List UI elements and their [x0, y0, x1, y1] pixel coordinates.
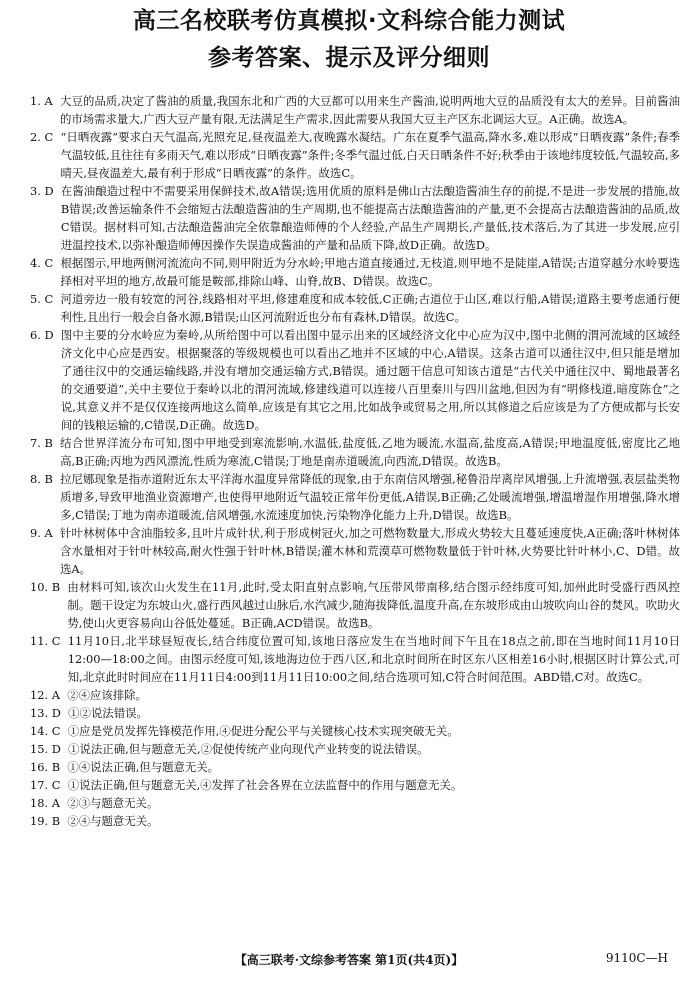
- answer-explanation: “日晒夜露”要求白天气温高,光照充足,昼夜温差大,夜晚露水凝结。广东在夏季气温高,降水多,难以形成“日晒夜露”条件;春季气温较低,且往往有多雨天气,难以形成“日晒夜露”条件;冬季气温过低,白天日晒条件不好;秋季由于该地纬度较低,气温较高,多晴天,昼夜温差大,最有利于形成“日晒夜露”的条件。故选C。: [60, 130, 680, 180]
- answer-explanation: 由材料可知,该次山火发生在11月,此时,受太阳直射点影响,气压带风带南移,结合图示经纬度可知,加州此时受盛行西风控制。题干设定为东坡山火,盛行西风越过山脉后,水汽减少,随海拔降低,温度升高,在东坡形成由山坡吹向山谷的焚风。吹助火势,使山火更容易向山谷低处蔓延。B正确,ACD错误。故选B。: [67, 580, 680, 630]
- answer-explanation: ①应是党员发挥先锋模范作用,④促进分配公平与关键核心技术实现突破无关。: [67, 724, 459, 738]
- answer-explanation: 图中主要的分水岭应为秦岭,从所给图中可以看出图中显示出来的区域经济文化中心应为汉中,图中北侧的渭河流域的区域经济文化中心应是西安。根据聚落的等级规模也可以看出乙地并不区域的中心,A错误。这条古道可以通往汉中,但只能是增加了通往汉中的交通运输线路,并没有增加交通运输方式,B错误。通过题干信息可知该古道是“古代关中通往汉中、蜀地最著名的交通要道”,关中主要位于秦岭以北的渭河流域,修建线道可以连接八百里秦川与四川盆地,但因为有“明修栈道,暗度陈仓”之说,其意义并不是仅仅连接两地这么简单,应该是有其它之用,比如战争或贸易之用,所以其修道之后应该是为了方便成都与长安间的钱粮运输的,C错误,D正确。故选D。: [60, 328, 680, 432]
- answer-explanation: 11月10日,北半球昼短夜长,结合纬度位置可知,该地日落应发生在当地时间下午且在18点之前,即在当地时间11月10日12:00—18:00之间。由图示经度可知,该地海边位于西八区,和北京时间所在时区东八区相差16小时,根据区时计算公式,可知,北京此时时间应在11月11日4:00到11月11日10:00之间,结合选项可知,C符合时间范围。ABD错,C对。故选C。: [67, 634, 680, 684]
- answer-explanation: 针叶林树体中含油脂较多,且叶片成针状,利于形成树冠火,加之可燃物数量大,形成火势较大且蔓延速度快,A正确;落叶林树体含水量相对于针叶林较高,耐火性强于针叶林,B错误;灌木林和荒漠草可燃物数量低于针叶林,火势要比针叶林小,C、D错。故选A。: [59, 526, 680, 576]
- answer-number: 7. B: [30, 436, 61, 450]
- answer-item: [30, 254, 680, 290]
- page-title: 高三名校联考仿真模拟·文科综合能力测试: [132, 8, 566, 34]
- answer-number: 15. D: [30, 742, 69, 756]
- answer-item: [30, 290, 680, 326]
- answer-item: [30, 686, 680, 704]
- answer-explanation: ①④说法正确,但与题意无关。: [67, 760, 220, 774]
- answer-item: [30, 740, 680, 758]
- answer-number: 6. D: [30, 328, 61, 342]
- answer-number: 1. A: [30, 94, 60, 108]
- answer-item: [30, 794, 680, 812]
- answer-item: [30, 722, 680, 740]
- answer-explanation: ①说法正确,但与题意无关,④发挥了社会各界在立法监督中的作用与题意无关。: [67, 778, 463, 792]
- answer-number: 8. B: [30, 472, 61, 486]
- answer-item: [30, 524, 680, 578]
- answer-explanation: 大豆的品质,决定了酱油的质量,我国东北和广西的大豆都可以用来生产酱油,说明两地大豆的品质没有太大的差异。目前酱油的市场需求量大,广西大豆产量有限,无法满足生产需求,因此需要从我国大豆主产区东北调运大豆。A正确。故选A。: [59, 94, 680, 126]
- answer-number: 5. C: [30, 292, 61, 306]
- answer-number: 9. A: [30, 526, 60, 540]
- answer-explanation: 在酱油酿造过程中不需要采用保鲜技术,故A错误;选用优质的原料是佛山古法酿造酱油生存的前提,不是进一步发展的措施,故B错误;改善运输条件不会缩短古法酿造酱油的生产周期,也不能提高古法酿造酱油的产量,更不会提高古法酿造酱油的品质,故C错误。据材料可知,古法酿造酱油完全依靠酿造师傅的个人经验,产品生产周期长,产量低,技术落后,为了其进一步发展,应引进温控技术,以弥补酿造师傅因操作失误造成酱油的产量和品质下降,故D正确。故选D。: [60, 184, 680, 252]
- answer-item: [30, 776, 680, 794]
- answer-number: 13. D: [30, 706, 69, 720]
- answer-explanation: 河道旁边一般有较宽的河谷,线路相对平坦,修建难度和成本较低,C正确;古道位于山区,难以行船,A错误;道路主要考虑通行便利性,且出行一般会自备水源,B错误;山区河流附近也分布有森林,D错误。故选C。: [60, 292, 680, 324]
- answer-item: [30, 434, 680, 470]
- answer-explanation: ①说法正确,但与题意无关,②促使传统产业向现代产业转变的说法错误。: [68, 742, 429, 756]
- answer-explanation: ②④与题意无关。: [67, 814, 159, 828]
- answer-number: 4. C: [30, 256, 61, 270]
- answer-item: [30, 182, 680, 254]
- answer-explanation: 拉尼娜现象是指赤道附近东太平洋海水温度异常降低的现象,由于东南信风增强,秘鲁沿岸离岸风增强,上升流增强,表层盐类物质增多,导致甲地渔业资源增产,也使得甲地附近气温较正常年份更低,A错误,B正确;乙处暖流增强,增温增湿作用增强,降水增多,C错误;丁地为南赤道暖流,信风增强,水流速度加快,污染物净化能力上升,D错误。故选B。: [60, 472, 680, 522]
- page-subtitle: 参考答案、提示及评分细则: [208, 45, 490, 71]
- answer-number: 14. C: [30, 724, 68, 738]
- answer-explanation: ②④应该排除。: [67, 688, 147, 702]
- answer-number: 19. B: [30, 814, 68, 828]
- answer-item: [30, 92, 680, 128]
- answer-number: 16. B: [30, 760, 68, 774]
- answer-number: 12. A: [30, 688, 68, 702]
- answer-explanation: ②③与题意无关。: [67, 796, 159, 810]
- answer-item: [30, 812, 680, 830]
- answer-number: 18. A: [30, 796, 68, 810]
- answer-number: 3. D: [30, 184, 61, 198]
- answer-number: 10. B: [30, 580, 68, 594]
- answer-number: 17. C: [30, 778, 68, 792]
- answer-explanation: 结合世界洋流分布可知,图中甲地受到寒流影响,水温低,盐度低,乙地为暖流,水温高,盐度高,A错误;甲地温度低,密度比乙地高,B正确;丙地为西风漂流,性质为寒流,C错误;丁地是南赤道暖流,向西流,D错误。故选B。: [60, 436, 680, 468]
- page-footer: 【高三联考·文综参考答案 第1页(共4页)】: [234, 953, 464, 967]
- answer-explanation: ①②说法错误。: [68, 706, 148, 720]
- document-code: 9110C—H: [605, 951, 668, 965]
- answer-item: [30, 758, 680, 776]
- answer-item: [30, 632, 680, 686]
- answer-item: [30, 470, 680, 524]
- answer-list: [30, 92, 680, 830]
- answer-number: 11. C: [30, 634, 68, 648]
- answer-item: [30, 578, 680, 632]
- answer-number: 2. C: [30, 130, 61, 144]
- answer-explanation: 根据图示,甲地两侧河流流向不同,则甲附近为分水岭;甲地古道直接通过,无枝道,则甲地不是陡崖,A错误;古道穿越分水岭要选择相对平坦的地方,故最可能是鞍部,排除山峰、山脊,故B、D错误。故选C。: [60, 256, 680, 288]
- answer-item: [30, 326, 680, 434]
- answer-item: [30, 704, 680, 722]
- answer-item: [30, 128, 680, 182]
